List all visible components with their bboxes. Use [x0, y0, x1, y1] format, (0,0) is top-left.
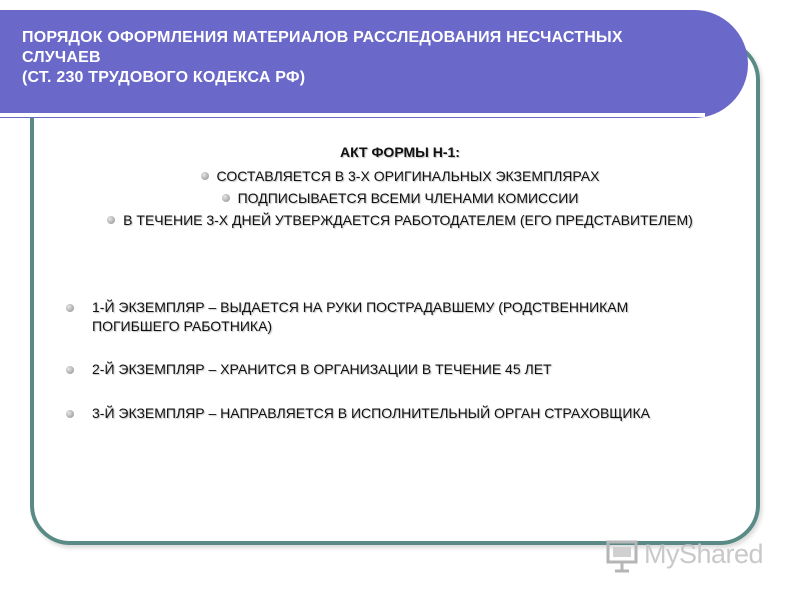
act-points-list	[40, 166, 760, 232]
copies-list	[64, 298, 714, 423]
watermark-text: MyShared	[644, 539, 764, 569]
title-line-1: ПОРЯДОК ОФОРМЛЕНИЯ МАТЕРИАЛОВ РАССЛЕДОВАНИЯ НЕСЧАСТНЫХ	[22, 29, 623, 46]
slide-title	[22, 28, 702, 88]
act-point-text: ПОДПИСЫВАЕТСЯ ВСЕМИ ЧЛЕНАМИ КОМИССИИ	[237, 190, 579, 206]
act-point	[40, 188, 760, 210]
bullet-icon	[201, 172, 209, 180]
presentation-board-icon	[606, 538, 642, 574]
act-point	[40, 210, 760, 232]
bullet-icon	[66, 304, 74, 312]
bullet-icon	[107, 216, 115, 224]
copy-item-text: 1-Й ЭКЗЕМПЛЯР – ВЫДАЕТСЯ НА РУКИ ПОСТРАДАВШЕМУ (РОДСТВЕННИКАМ ПОГИБШЕГО РАБОТНИКА)	[92, 299, 629, 334]
act-point-text: СОСТАВЛЯЕТСЯ В 3-Х ОРИГИНАЛЬНЫХ ЭКЗЕМПЛЯРАХ	[216, 168, 600, 184]
watermark-logo	[606, 538, 766, 574]
copy-item-text: 3-Й ЭКЗЕМПЛЯР – НАПРАВЛЯЕТСЯ В ИСПОЛНИТЕЛЬНЫЙ ОРГАН СТРАХОВЩИКА	[92, 405, 650, 421]
copy-item	[64, 298, 714, 360]
bullet-icon	[222, 194, 230, 202]
act-title: АКТ ФОРМЫ Н-1:	[340, 144, 460, 160]
copy-item-text: 2-Й ЭКЗЕМПЛЯР – ХРАНИТСЯ В ОРГАНИЗАЦИИ В ТЕЧЕНИЕ 45 ЛЕТ	[92, 361, 552, 377]
header-divider	[0, 113, 705, 117]
copy-item	[64, 404, 714, 423]
title-line-2: СЛУЧАЕВ	[22, 49, 101, 66]
bullet-icon	[66, 410, 74, 418]
act-point-text: В ТЕЧЕНИЕ 3-Х ДНЕЙ УТВЕРЖДАЕТСЯ РАБОТОДАТЕЛЕМ (ЕГО ПРЕДСТАВИТЕЛЕМ)	[123, 212, 693, 228]
act-point	[40, 166, 760, 188]
title-line-3: (СТ. 230 ТРУДОВОГО КОДЕКСА РФ)	[22, 69, 306, 86]
slide-header	[0, 10, 748, 118]
bullet-icon	[66, 366, 74, 374]
copy-item	[64, 360, 714, 404]
